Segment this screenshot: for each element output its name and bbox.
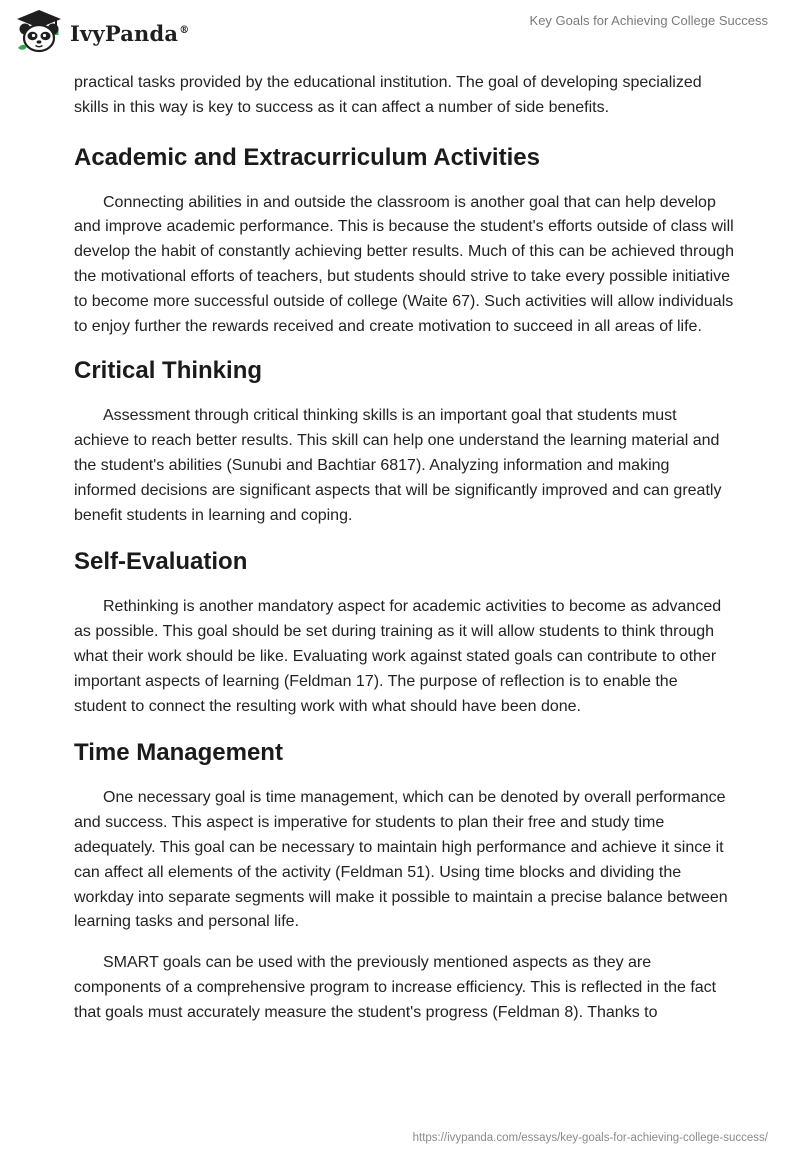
ivypanda-logo[interactable]: [14, 8, 189, 54]
section-heading: Time Management: [74, 739, 283, 767]
section-heading: Self-Evaluation: [74, 548, 248, 576]
essay-content: [74, 71, 734, 1038]
panda-icon: [14, 8, 64, 54]
page-header: [0, 0, 800, 70]
intro-paragraph: practical tasks provided by the educational institution. The goal of developing specialized skills in this way is key to success as it can affect a number of side benefits.: [74, 74, 702, 116]
paragraph: Assessment through critical thinking skills is an important goal that students must achieve to reach better results. This skill can help one understand the learning material and the student's abilities (Sunubi and Bachtiar 6817). Analyzing information and making informed decisions are significant aspects that will be significantly improved and can greatly benefit students in learning and coping.: [74, 407, 722, 524]
paragraph: Rethinking is another mandatory aspect for academic activities to become as advanced as possible. This goal should be set during training as it will allow students to think through what their work should be like. Evaluating work against stated goals can contribute to other important aspects of learning (Feldman 17). The purpose of reflection is to enable the student to connect the resulting work with what should have been done.: [74, 598, 722, 715]
paragraph: One necessary goal is time management, which can be denoted by overall performance and success. This aspect is imperative for students to plan their free and study time adequately. This goal can be necessary to maintain high performance and achieve it since it can affect all elements of the activity (Feldman 51). Using time blocks and dividing the workday into separate segments will make it possible to maintain a precise balance between learning tasks and personal life.: [74, 789, 728, 931]
paragraph: SMART goals can be used with the previously mentioned aspects as they are components of a comprehensive program to increase efficiency. This is reflected in the fact that goals must accurately measure the student's progress (Feldman 8). Thanks to: [74, 954, 717, 1021]
section-heading: Critical Thinking: [74, 357, 263, 385]
brand-name: IvyPanda®: [70, 20, 190, 46]
document-title: Key Goals for Achieving College Success: [529, 13, 768, 28]
section-heading: Academic and Extracurriculum Activities: [74, 143, 540, 171]
source-url[interactable]: https://ivypanda.com/essays/key-goals-for-achieving-college-success/: [412, 1132, 768, 1144]
paragraph: Connecting abilities in and outside the classroom is another goal that can help develop and improve academic performance. This is because the student's efforts outside of class will develop the habit of constantly achieving better results. Much of this can be achieved through the motivational efforts of teachers, but students should strive to take every possible initiative to become more successful outside of college (Waite 67). Such activities will allow individuals to enjoy further the rewards received and create motivation to succeed in all areas of life.: [74, 193, 734, 335]
